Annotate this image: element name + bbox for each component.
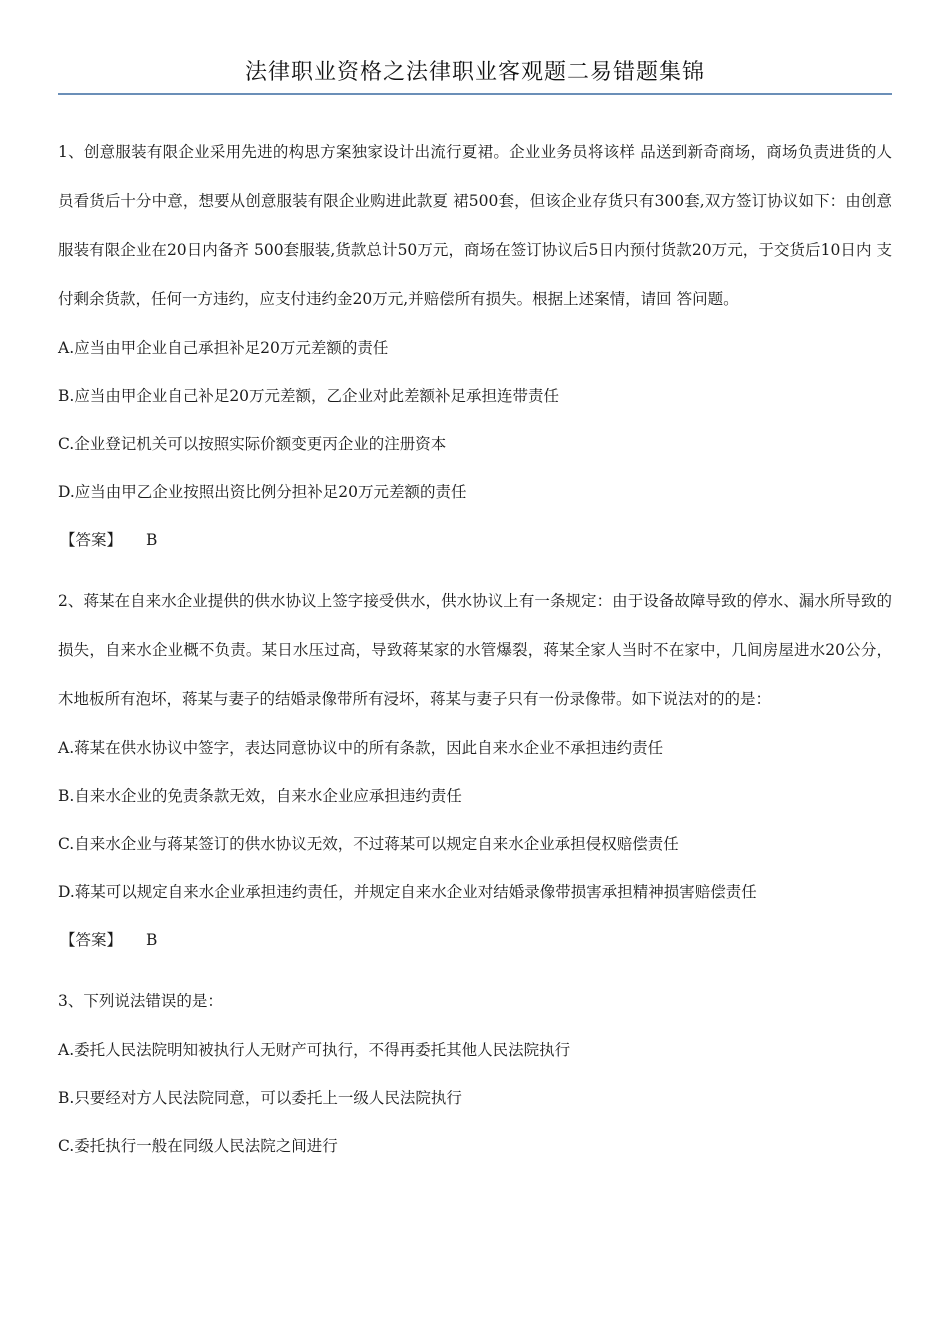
option-c: C.自来水企业与蒋某签订的供水协议无效，不过蒋某可以规定自来水企业承担侵权赔偿责任 <box>58 835 679 853</box>
option-d: D.蒋某可以规定自来水企业承担违约责任，并规定自来水企业对结婚录像带损害承担精神损害赔偿责任 <box>58 883 757 901</box>
answer-line <box>58 516 892 564</box>
question-stem: 3、下列说法错误的是： <box>58 992 223 1010</box>
option-a: A.应当由甲企业自己承担补足20万元差额的责任 <box>58 339 389 357</box>
option-b: B.应当由甲企业自己补足20万元差额，乙企业对此差额补足承担连带责任 <box>58 387 560 405</box>
question-stem: 1、创意服装有限企业采用先进的构思方案独家设计出流行夏裙。企业业务员将该样 品送到新奇商场，商场负责进货的人员看货后十分中意，想要从创意服装有限企业购进此款夏 裙500套，但该企业存货只有300套,双方签订协议如下：由创意服装有限企业在20日内备齐 500套服装,货款总计50万元，商场在签订协议后5日内预付货款20万元，于交货后10日内 支付剩余货款，任何一方违约，应支付违约金20万元,并赔偿所有损失。根据上述案情，请回 答问题。 <box>58 143 892 308</box>
title-divider <box>58 93 892 95</box>
question-stem: 2、蒋某在自来水企业提供的供水协议上签字接受供水，供水协议上有一条规定：由于设备故障导致的停水、漏水所导致的损失，自来水企业概不负责。某日水压过高，导致蒋某家的水管爆裂，蒋某全家人当时不在家中，几间房屋进水20公分，木地板所有泡坏，蒋某与妻子的结婚录像带所有浸坏，蒋某与妻子只有一份录像带。如下说法对的的是： <box>58 592 892 708</box>
answer-label: 【答案】 <box>60 931 123 949</box>
question-1 <box>58 128 892 564</box>
answer-value: B <box>146 931 158 949</box>
question-list <box>58 128 892 1170</box>
option-b: B.自来水企业的免责条款无效，自来水企业应承担违约责任 <box>58 787 462 805</box>
option-c: C.企业登记机关可以按照实际价额变更丙企业的注册资本 <box>58 435 447 453</box>
page-title: 法律职业资格之法律职业客观题二易错题集锦 <box>244 60 705 85</box>
answer-line <box>58 916 892 964</box>
question-3 <box>58 977 892 1170</box>
option-a: A.委托人民法院明知被执行人无财产可执行，不得再委托其他人民法院执行 <box>58 1041 571 1059</box>
answer-label: 【答案】 <box>60 531 123 549</box>
answer-value: B <box>146 531 158 549</box>
option-a: A.蒋某在供水协议中签字，表达同意协议中的所有条款，因此自来水企业不承担违约责任 <box>58 739 664 757</box>
option-b: B.只要经对方人民法院同意，可以委托上一级人民法院执行 <box>58 1089 462 1107</box>
option-d: D.应当由甲乙企业按照出资比例分担补足20万元差额的责任 <box>58 483 467 501</box>
option-c: C.委托执行一般在同级人民法院之间进行 <box>58 1137 338 1155</box>
question-2 <box>58 577 892 964</box>
